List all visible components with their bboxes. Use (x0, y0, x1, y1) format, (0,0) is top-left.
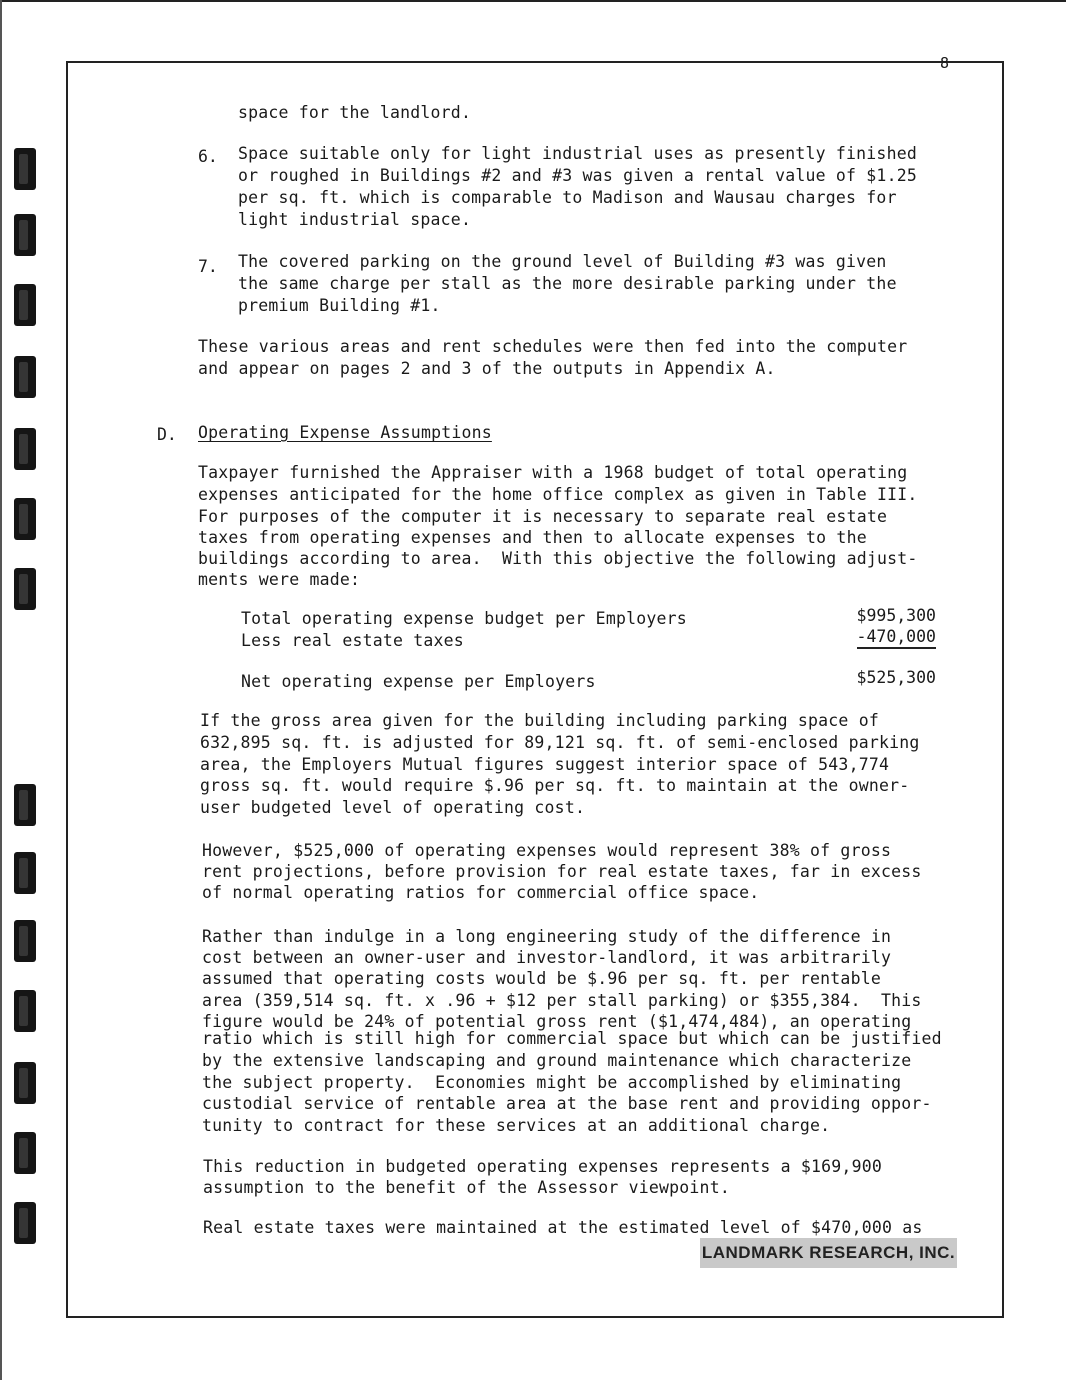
rather-paragraph-line: ratio which is still high for commercial space but which can be justified (202, 1029, 942, 1048)
item-6-line: light industrial space. (238, 210, 472, 229)
taxpayer-paragraph-line: taxes from operating expenses and then to allocate expenses to the (198, 528, 867, 547)
budget-total-label: Total operating expense budget per Employers (241, 609, 687, 628)
rather-paragraph-line: cost between an owner-user and investor-landlord, it was arbitrarily (202, 948, 892, 967)
budget-total-value: $995,300 (856, 606, 936, 625)
computer-paragraph-line: These various areas and rent schedules were then fed into the computer (198, 337, 908, 356)
item-6-line: or roughed in Buildings #2 and #3 was given a rental value of $1.25 (238, 166, 917, 185)
taxpayer-paragraph-line: For purposes of the computer it is necessary to separate real estate (198, 507, 888, 526)
binder-hole (14, 852, 36, 894)
rather-paragraph-line: assumed that operating costs would be $.96 per sq. ft. per rentable (202, 969, 881, 988)
binder-hole (14, 284, 36, 326)
binder-hole (14, 920, 36, 962)
gross-paragraph-line: user budgeted level of operating cost. (200, 798, 586, 817)
section-d-marker: D. (157, 425, 177, 444)
rather-paragraph-line: tunity to contract for these services at an additional charge. (202, 1116, 831, 1135)
binder-hole (14, 428, 36, 470)
budget-net-value: $525,300 (856, 668, 936, 687)
binder-hole (14, 990, 36, 1032)
landmark-research-logo: LANDMARK RESEARCH, INC. (700, 1238, 957, 1268)
reduction-paragraph-line: This reduction in budgeted operating expenses represents a $169,900 (203, 1157, 882, 1176)
rather-paragraph-line: Rather than indulge in a long engineering study of the difference in (202, 927, 892, 946)
page-number: 8 (940, 54, 950, 72)
reduction-paragraph-line: assumption to the benefit of the Assessor viewpoint. (203, 1178, 730, 1197)
however-paragraph-line: rent projections, before provision for real estate taxes, far in excess (202, 862, 922, 881)
item-6-line: per sq. ft. which is comparable to Madison and Wausau charges for (238, 188, 897, 207)
gross-paragraph-line: area, the Employers Mutual figures suggest interior space of 543,774 (200, 755, 890, 774)
gross-paragraph-line: gross sq. ft. would require $.96 per sq. ft. to maintain at the owner- (200, 776, 910, 795)
binder-hole (14, 568, 36, 610)
rather-paragraph-line: area (359,514 sq. ft. x .96 + $12 per stall parking) or $355,384. This (202, 991, 922, 1010)
gross-paragraph-line: If the gross area given for the building including parking space of (200, 711, 879, 730)
item-7-line: the same charge per stall as the more desirable parking under the (238, 274, 897, 293)
rather-paragraph-line: by the extensive landscaping and ground maintenance which characterize (202, 1051, 912, 1070)
rather-paragraph-line: custodial service of rentable area at the base rent and providing oppor- (202, 1094, 932, 1113)
item-6-marker: 6. (198, 147, 218, 166)
item-7-marker: 7. (198, 257, 218, 276)
binder-hole (14, 356, 36, 398)
item-7-line: premium Building #1. (238, 296, 441, 315)
binder-hole (14, 784, 36, 826)
budget-less-amount: -470,000 (857, 627, 936, 649)
taxpayer-paragraph-line: buildings according to area. With this objective the following adjust- (198, 549, 918, 568)
binder-hole (14, 148, 36, 190)
binder-hole (14, 498, 36, 540)
taxpayer-paragraph-line: Taxpayer furnished the Appraiser with a 1968 budget of total operating (198, 463, 908, 482)
budget-less-value (796, 626, 936, 648)
scan-top-edge (0, 0, 1066, 2)
gross-paragraph-line: 632,895 sq. ft. is adjusted for 89,121 sq. ft. of semi-enclosed parking (200, 733, 920, 752)
item-7-line: The covered parking on the ground level of Building #3 was given (238, 252, 887, 271)
budget-less-label: Less real estate taxes (241, 631, 464, 650)
section-d-title: Operating Expense Assumptions (198, 423, 492, 442)
real-estate-paragraph-line: Real estate taxes were maintained at the estimated level of $470,000 as (203, 1218, 923, 1237)
rather-paragraph-line: figure would be 24% of potential gross rent ($1,474,484), an operating (202, 1012, 912, 1031)
continued-paragraph: space for the landlord. (238, 103, 472, 122)
item-6-line: Space suitable only for light industrial uses as presently finished (238, 144, 917, 163)
rather-paragraph-line: the subject property. Economies might be accomplished by eliminating (202, 1073, 902, 1092)
binder-hole (14, 1062, 36, 1104)
scan-left-edge (0, 0, 2, 1380)
however-paragraph-line: However, $525,000 of operating expenses would represent 38% of gross (202, 841, 892, 860)
binder-hole (14, 214, 36, 256)
binder-hole (14, 1132, 36, 1174)
taxpayer-paragraph-line: expenses anticipated for the home office complex as given in Table III. (198, 485, 918, 504)
computer-paragraph-line: and appear on pages 2 and 3 of the outputs in Appendix A. (198, 359, 776, 378)
taxpayer-paragraph-line: ments were made: (198, 570, 361, 589)
budget-net-label: Net operating expense per Employers (241, 672, 596, 691)
however-paragraph-line: of normal operating ratios for commercial office space. (202, 883, 760, 902)
binder-hole (14, 1202, 36, 1244)
